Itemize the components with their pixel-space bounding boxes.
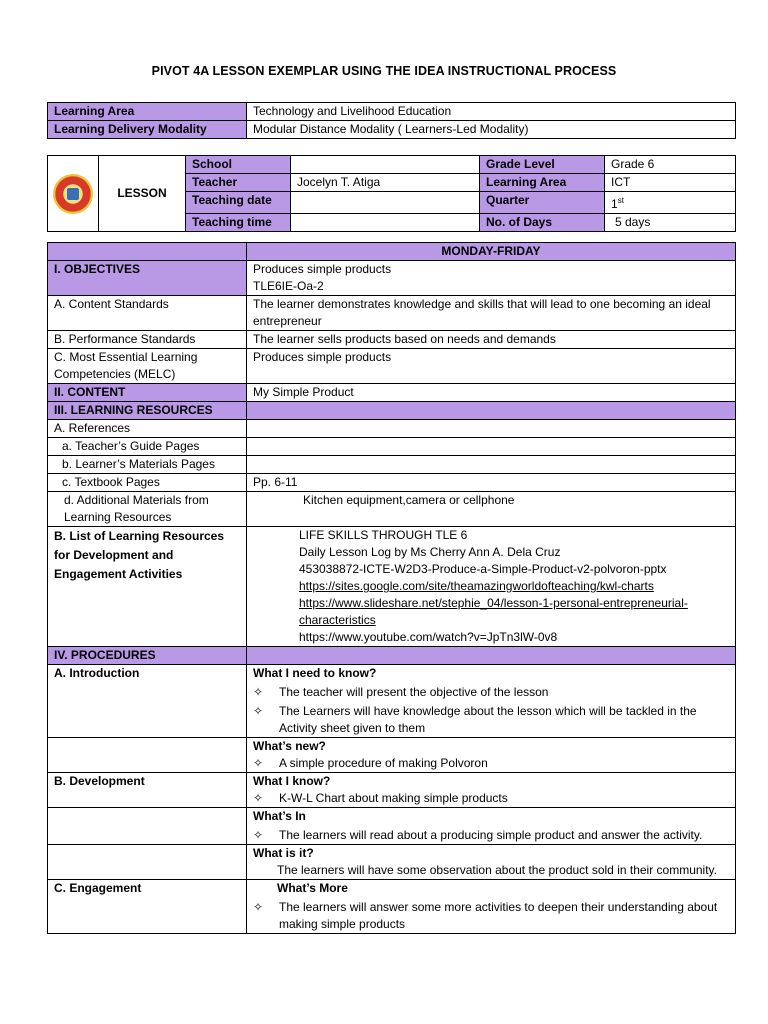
what-is-it-text: The learners will have some observation about the product sold in their community. xyxy=(277,863,717,877)
whats-more-heading: What’s More xyxy=(277,881,348,895)
day-header: MONDAY-FRIDAY xyxy=(247,243,736,261)
youtube-link[interactable]: https://www.youtube.com/watch?v=JpTn3lW-0v8 xyxy=(299,630,558,644)
kwl-charts-link[interactable]: https://sites.google.com/site/theamazingworldofteaching/kwl-charts xyxy=(299,579,654,593)
header-blank-cell xyxy=(48,243,247,261)
school-value xyxy=(291,156,480,174)
what-is-it-heading: What is it? xyxy=(253,846,314,860)
teachers-guide-value xyxy=(247,438,736,456)
resource-item: Daily Lesson Log by Ms Cherry Ann A. Dela Cruz xyxy=(299,545,561,559)
references-label: A. References xyxy=(48,420,247,438)
bullet-diamond-icon: ✧ xyxy=(253,900,264,914)
grade-value: Grade 6 xyxy=(605,156,736,174)
time-value xyxy=(291,214,480,232)
whats-in-bullet xyxy=(253,827,729,844)
references-blank xyxy=(247,420,736,438)
content-standards-label: A. Content Standards xyxy=(48,296,247,331)
quarter-label: Quarter xyxy=(480,192,605,214)
page-title: PIVOT 4A LESSON EXEMPLAR USING THE IDEA INSTRUCTIONAL PROCESS xyxy=(151,64,617,78)
textbook-value: Pp. 6-11 xyxy=(247,474,736,492)
intro-bullet-text: The teacher will present the objective of the lesson xyxy=(279,685,549,699)
whats-in-text: The learners will read about a producing simple product and answer the activity. xyxy=(279,828,703,842)
resource-item: 453038872-ICTE-W2D3-Produce-a-Simple-Product-v2-polvoron-pptx xyxy=(299,562,667,576)
school-seal-icon xyxy=(53,174,93,214)
days-label: No. of Days xyxy=(480,214,605,232)
quarter-suffix: st xyxy=(617,196,624,205)
whats-more-bullet xyxy=(253,899,729,933)
what-is-it-cell xyxy=(247,845,736,880)
objectives-line1: Produces simple products xyxy=(253,262,392,276)
whats-more-cell xyxy=(247,880,736,934)
date-value xyxy=(291,192,480,214)
objectives-label: I. OBJECTIVES xyxy=(48,261,247,296)
engagement-label: C. Engagement xyxy=(48,880,247,934)
additional-materials-label xyxy=(48,492,247,527)
textbook-label: c. Textbook Pages xyxy=(48,474,247,492)
modality-value: Modular Distance Modality ( Learners-Led Modality) xyxy=(247,121,736,139)
introduction-label: A. Introduction xyxy=(48,665,247,738)
objectives-code: TLE6IE-Oa-2 xyxy=(253,279,324,293)
intro-bullet-text: The Learners will have knowledge about the lesson which will be tackled in the Activity sheet given to them xyxy=(279,704,697,735)
what-i-know-heading: What I know? xyxy=(253,774,331,788)
learners-materials-label: b. Learner’s Materials Pages xyxy=(48,456,247,474)
learning-area-table xyxy=(47,102,736,139)
lesson-plan-table xyxy=(47,242,736,934)
bullet-diamond-icon: ✧ xyxy=(253,685,264,699)
what-i-know-bullet xyxy=(253,790,729,807)
procedures-blank xyxy=(247,647,736,665)
what-i-know-text: K-W-L Chart about making simple products xyxy=(279,791,508,805)
whats-new-cell xyxy=(247,738,736,773)
resources-blank xyxy=(247,402,736,420)
bullet-diamond-icon: ✧ xyxy=(253,828,264,842)
whats-new-heading: What’s new? xyxy=(253,739,326,753)
additional-materials-value: Kitchen equipment,camera or cellphone xyxy=(247,492,736,527)
whats-new-bullet xyxy=(253,755,729,772)
content-value: My Simple Product xyxy=(247,384,736,402)
quarter-value xyxy=(605,192,736,214)
learning-area-label: Learning Area xyxy=(48,103,247,121)
learners-materials-value xyxy=(247,456,736,474)
school-logo-cell xyxy=(48,156,99,232)
whats-in-cell xyxy=(247,808,736,845)
resource-list-label: B. List of Learning Resources for Development and Engagement Activities xyxy=(48,527,247,647)
performance-standards-label: B. Performance Standards xyxy=(48,331,247,349)
content-standards-value: The learner demonstrates knowledge and skills that will lead to one becoming an ideal entrepreneur xyxy=(247,296,736,331)
days-value: 5 days xyxy=(605,214,736,232)
objectives-cell xyxy=(247,261,736,296)
date-label: Teaching date xyxy=(186,192,291,214)
lesson-label: LESSON xyxy=(99,156,186,232)
learning-area-value: Technology and Livelihood Education xyxy=(247,103,736,121)
lesson-info-table xyxy=(47,155,736,232)
what-i-know-cell xyxy=(247,773,736,808)
development-label: B. Development xyxy=(48,773,247,808)
quarter-number: 1 xyxy=(611,197,618,211)
resource-list-cell xyxy=(247,527,736,647)
whats-more-text: The learners will answer some more activities to deepen their understanding about making simple products xyxy=(279,900,718,931)
teachers-guide-label: a. Teacher’s Guide Pages xyxy=(48,438,247,456)
melc-label: C. Most Essential Learning Competencies (MELC) xyxy=(48,349,247,384)
melc-value: Produces simple products xyxy=(247,349,736,384)
school-label: School xyxy=(186,156,291,174)
slideshare-link[interactable]: https://www.slideshare.net/stephie_04/lesson-1-personal-entrepreneurial-characteristics xyxy=(299,596,688,627)
performance-standards-value: The learner sells products based on needs and demands xyxy=(247,331,736,349)
intro-bullet xyxy=(253,703,729,737)
resources-label: III. LEARNING RESOURCES xyxy=(48,402,247,420)
teacher-value: Jocelyn T. Atiga xyxy=(291,174,480,192)
resource-item: LIFE SKILLS THROUGH TLE 6 xyxy=(299,528,468,542)
bullet-diamond-icon: ✧ xyxy=(253,756,264,770)
intro-heading: What I need to know? xyxy=(253,666,377,680)
what-is-it-blank xyxy=(48,845,247,880)
time-label: Teaching time xyxy=(186,214,291,232)
introduction-cell xyxy=(247,665,736,738)
bullet-diamond-icon: ✧ xyxy=(253,791,264,805)
modality-label: Learning Delivery Modality xyxy=(48,121,247,139)
area-label: Learning Area xyxy=(480,174,605,192)
grade-label: Grade Level xyxy=(480,156,605,174)
whats-in-heading: What’s In xyxy=(253,809,306,823)
procedures-label: IV. PROCEDURES xyxy=(48,647,247,665)
area-value: ICT xyxy=(605,174,736,192)
whats-in-blank xyxy=(48,808,247,845)
whats-new-text: A simple procedure of making Polvoron xyxy=(279,756,488,770)
additional-materials-text: d. Additional Materials from Learning Resources xyxy=(64,493,209,524)
intro-bullet xyxy=(253,684,729,701)
bullet-diamond-icon: ✧ xyxy=(253,704,264,718)
content-label: II. CONTENT xyxy=(48,384,247,402)
whats-new-blank xyxy=(48,738,247,773)
teacher-label: Teacher xyxy=(186,174,291,192)
